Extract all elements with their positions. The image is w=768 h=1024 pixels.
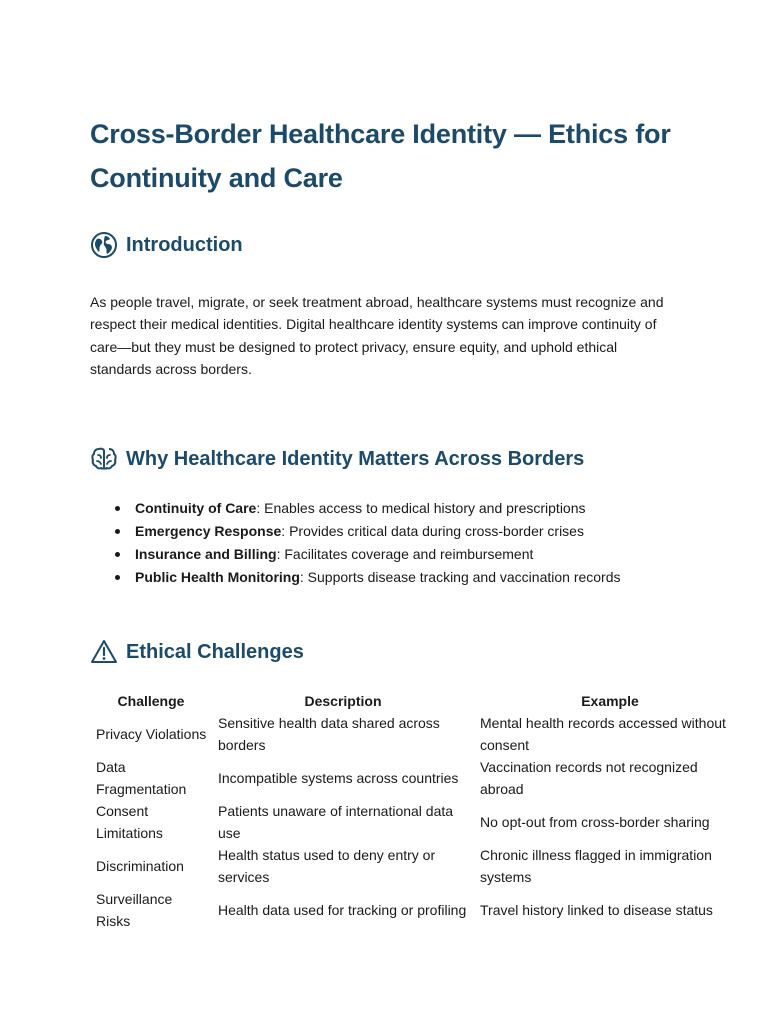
- list-item: [115, 543, 750, 566]
- table-cell: Surveillance Risks: [96, 891, 173, 930]
- table-row: [90, 756, 746, 800]
- table-cell: Health status used to deny entry or services: [218, 847, 436, 886]
- column-header-challenge: Challenge: [117, 693, 185, 710]
- list-item: [115, 520, 750, 543]
- warning-icon: [90, 638, 118, 666]
- list-item-term: Public Health Monitoring: [135, 569, 300, 586]
- section-heading-ethical-challenges: [90, 635, 750, 669]
- ethical-challenges-table: [90, 690, 746, 932]
- table-cell: Consent Limitations: [96, 803, 163, 842]
- document-title: Cross-Border Healthcare Identity — Ethics for Continuity and Care: [90, 119, 671, 193]
- list-item-text: : Enables access to medical history and prescriptions: [256, 500, 586, 517]
- globe-icon: [90, 231, 118, 259]
- table-cell: Data Fragmentation: [96, 759, 187, 798]
- table-cell: Sensitive health data shared across borders: [218, 715, 440, 754]
- list-item-term: Continuity of Care: [135, 500, 257, 517]
- list-item: [115, 566, 750, 589]
- table-cell: Health data used for tracking or profiling: [218, 902, 467, 919]
- table-cell: No opt-out from cross-border sharing: [480, 814, 710, 831]
- why-matters-list: [90, 497, 750, 589]
- column-header-description: Description: [304, 693, 382, 710]
- table-row: [90, 844, 746, 888]
- brain-icon: [90, 445, 118, 473]
- table-row: [90, 888, 746, 932]
- table-cell: Incompatible systems across countries: [218, 770, 459, 787]
- table-cell: Discrimination: [96, 858, 184, 875]
- table-cell: Patients unaware of international data use: [218, 803, 454, 842]
- table-row: [90, 800, 746, 844]
- table-cell: Chronic illness flagged in immigration systems: [480, 847, 712, 886]
- list-item-text: : Facilitates coverage and reimbursement: [276, 546, 534, 563]
- section-heading-introduction: [90, 228, 750, 262]
- section-heading-label: Ethical Challenges: [126, 640, 304, 663]
- list-item-term: Emergency Response: [135, 523, 282, 540]
- column-header-example: Example: [581, 693, 639, 710]
- table-cell: Privacy Violations: [96, 726, 207, 743]
- section-heading-why-matters: [90, 442, 750, 476]
- section-heading-label: Why Healthcare Identity Matters Across Borders: [126, 447, 585, 470]
- table-cell: Mental health records accessed without consent: [480, 715, 726, 754]
- table-cell: Travel history linked to disease status: [480, 902, 713, 919]
- section-heading-label: Introduction: [126, 233, 243, 256]
- list-item: [115, 497, 750, 520]
- table-cell: Vaccination records not recognized abroad: [480, 759, 698, 798]
- table-row: [90, 712, 746, 756]
- list-item-term: Insurance and Billing: [135, 546, 277, 563]
- list-item-text: : Supports disease tracking and vaccination records: [299, 569, 621, 586]
- introduction-paragraph: As people travel, migrate, or seek treatment abroad, healthcare systems must recognize and respect their medical identities. Digital healthcare identity systems can improve continuity of care—but they must be designed to protect privacy, ensure equity, and uphold ethical standards across borders.: [90, 294, 664, 377]
- list-item-text: : Provides critical data during cross-border crises: [281, 523, 584, 540]
- table-header-row: [90, 690, 746, 712]
- document-page: [90, 112, 750, 932]
